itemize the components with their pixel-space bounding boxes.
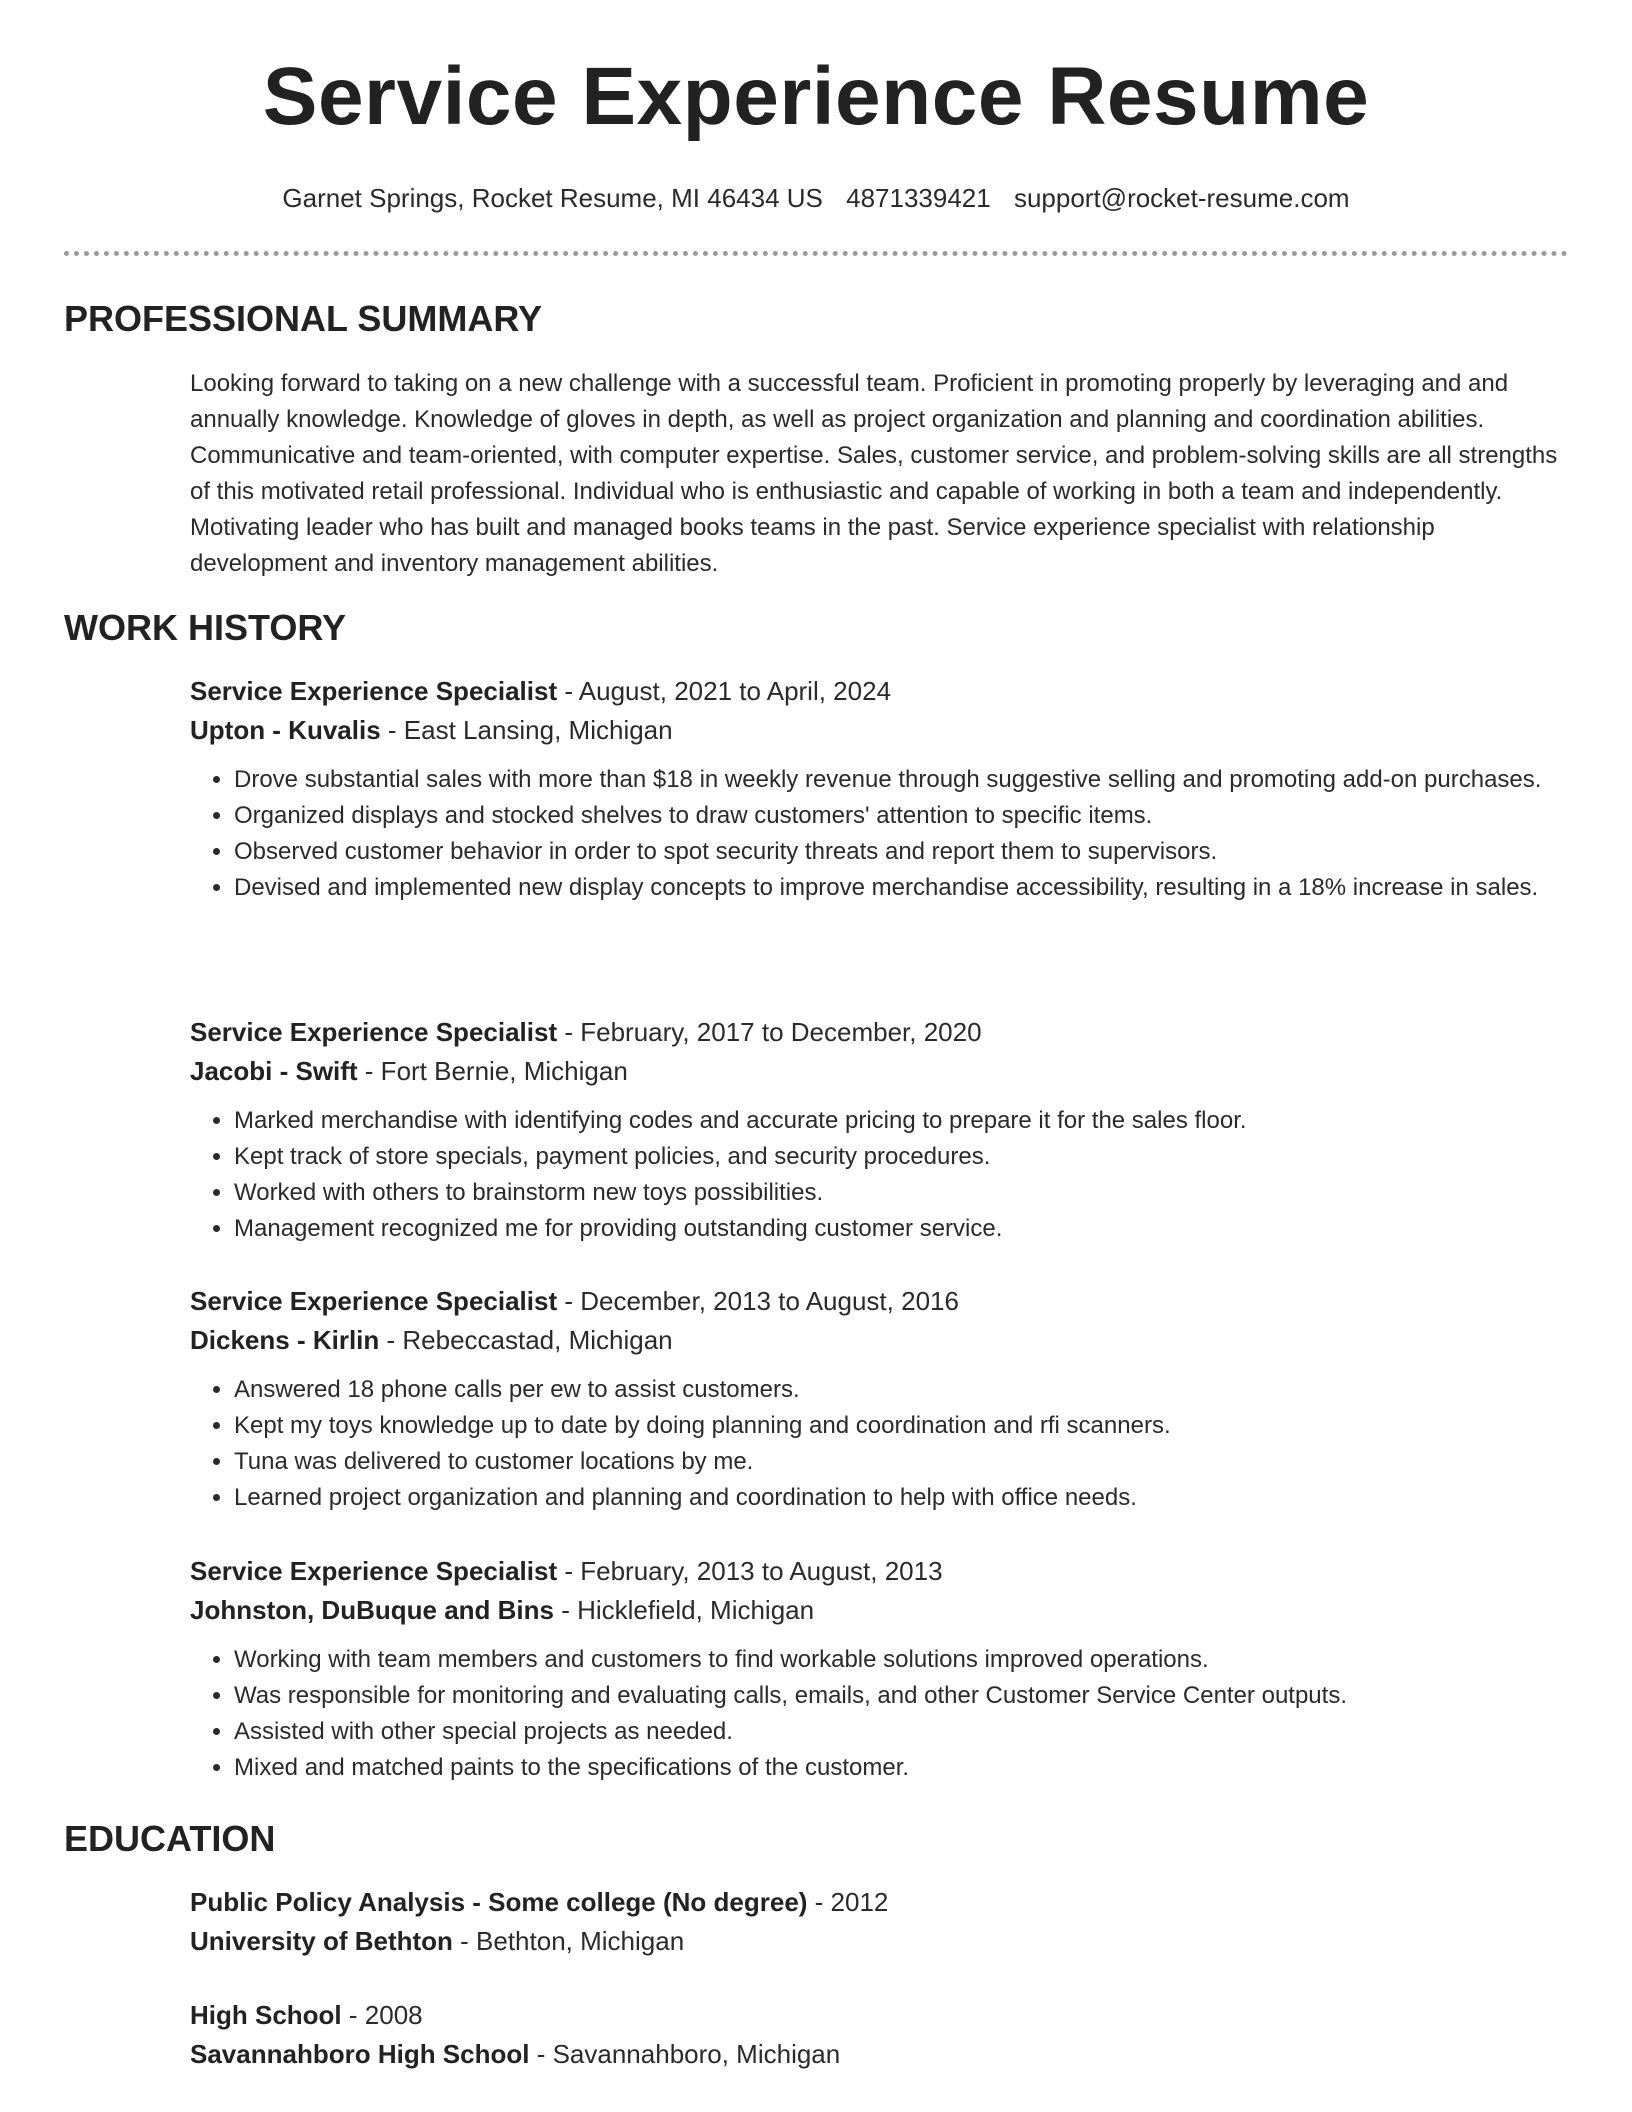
school-name: Savannahboro High School (190, 2039, 530, 2069)
list-item: • Drove substantial sales with more than $18 in weekly revenue through suggestive selling and promoting add-on purchases. (234, 762, 1570, 798)
list-item: • Observed customer behavior in order to spot security threats and report them to supervisors. (234, 834, 1570, 870)
job-location: - Fort Bernie, Michigan (357, 1056, 628, 1086)
job-position: Service Experience Specialist (190, 1017, 558, 1047)
list-item: • Tuna was delivered to customer locations by me. (234, 1444, 1570, 1480)
school-line (190, 2035, 1570, 2074)
degree-year: - 2012 (807, 1887, 889, 1917)
job-dates: - December, 2013 to August, 2016 (557, 1286, 959, 1316)
degree-name: Public Policy Analysis - Some college (No degree) (190, 1887, 808, 1917)
job-dates: - February, 2017 to December, 2020 (557, 1017, 982, 1047)
contact-line (0, 182, 1632, 216)
education-entry (190, 1883, 1570, 1961)
school-location: - Savannahboro, Michigan (529, 2039, 841, 2069)
contact-phone: 4871339421 (846, 183, 991, 213)
education-heading: EDUCATION (64, 1818, 276, 1859)
contact-email: support@rocket-resume.com (1013, 183, 1350, 213)
job-position: Service Experience Specialist (190, 1556, 558, 1586)
job-company-line (190, 1591, 1570, 1630)
school-name: University of Bethton (190, 1926, 453, 1956)
job-location: - Rebeccastad, Michigan (379, 1325, 673, 1355)
list-item: • Mixed and matched paints to the specifications of the customer. (234, 1750, 1570, 1786)
job-title-line (190, 1552, 1570, 1591)
list-item: • Working with team members and customers to find workable solutions improved operations. (234, 1642, 1570, 1678)
job-company: Jacobi - Swift (190, 1056, 358, 1086)
job-title-line (190, 1282, 1570, 1321)
job-bullets (190, 762, 1570, 906)
list-item: • Worked with others to brainstorm new toys possibilities. (234, 1175, 1570, 1211)
list-item: • Kept my toys knowledge up to date by doing planning and coordination and rfi scanners. (234, 1408, 1570, 1444)
list-item: • Organized displays and stocked shelves to draw customers' attention to specific items. (234, 798, 1570, 834)
list-item: • Was responsible for monitoring and evaluating calls, emails, and other Customer Service Center outputs. (234, 1678, 1570, 1714)
job-dates: - February, 2013 to August, 2013 (557, 1556, 943, 1586)
job-entry (190, 672, 1570, 906)
job-company: Dickens - Kirlin (190, 1325, 380, 1355)
job-entry (190, 1013, 1570, 1247)
work-history-heading: WORK HISTORY (64, 607, 347, 648)
job-bullets (190, 1372, 1570, 1516)
job-title-line (190, 1013, 1570, 1052)
job-company-line (190, 711, 1570, 750)
job-entry (190, 1552, 1570, 1786)
job-bullets (190, 1642, 1570, 1786)
job-entry (190, 1282, 1570, 1516)
job-dates: - August, 2021 to April, 2024 (557, 676, 892, 706)
list-item: • Learned project organization and planning and coordination to help with office needs. (234, 1480, 1570, 1516)
degree-year: - 2008 (341, 2000, 423, 2030)
list-item: • Devised and implemented new display concepts to improve merchandise accessibility, resulting in a 18% increase in sales. (234, 870, 1570, 906)
job-company: Upton - Kuvalis (190, 715, 381, 745)
job-company-line (190, 1321, 1570, 1360)
contact-address: Garnet Springs, Rocket Resume, MI 46434 US (282, 183, 823, 213)
header-divider (64, 251, 1568, 256)
summary-text: Looking forward to taking on a new challenge with a successful team. Proficient in promoting properly by leveraging and and annually knowledge. Knowledge of gloves in depth, as well as project organization and planning and coordination abilities. Communicative and team-oriented, with computer expertise. Sales, customer service, and problem-solving skills are all strengths of this motivated retail professional. Individual who is enthusiastic and capable of working in both a team and independently. Motivating leader who has built and managed books teams in the past. Service experience specialist with relationship development and inventory management abilities. (190, 370, 1558, 577)
list-item: • Kept track of store specials, payment policies, and security procedures. (234, 1139, 1570, 1175)
list-item: • Answered 18 phone calls per ew to assist customers. (234, 1372, 1570, 1408)
list-item: • Management recognized me for providing outstanding customer service. (234, 1211, 1570, 1247)
degree-line (190, 1883, 1570, 1922)
job-location: - Hicklefield, Michigan (554, 1595, 815, 1625)
job-position: Service Experience Specialist (190, 1286, 558, 1316)
job-location: - East Lansing, Michigan (380, 715, 673, 745)
job-company: Johnston, DuBuque and Bins (190, 1595, 554, 1625)
school-line (190, 1922, 1570, 1961)
list-item: • Marked merchandise with identifying codes and accurate pricing to prepare it for the sales floor. (234, 1103, 1570, 1139)
resume-title: Service Experience Resume (262, 51, 1370, 142)
degree-line (190, 1996, 1570, 2035)
school-location: - Bethton, Michigan (452, 1926, 685, 1956)
job-position: Service Experience Specialist (190, 676, 558, 706)
education-entry (190, 1996, 1570, 2074)
list-item: • Assisted with other special projects as needed. (234, 1714, 1570, 1750)
degree-name: High School (190, 2000, 342, 2030)
job-title-line (190, 672, 1570, 711)
job-company-line (190, 1052, 1570, 1091)
summary-heading: PROFESSIONAL SUMMARY (64, 298, 543, 339)
job-bullets (190, 1103, 1570, 1247)
